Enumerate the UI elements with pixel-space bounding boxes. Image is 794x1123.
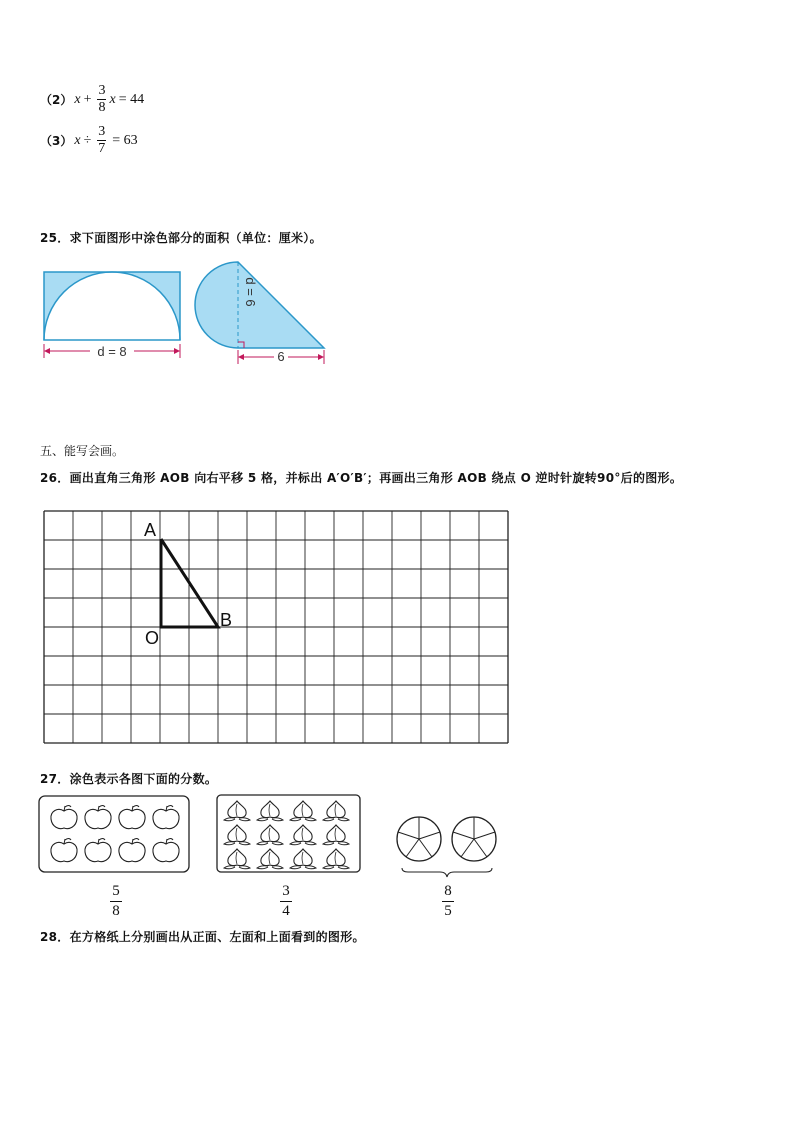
variable-x: x — [74, 91, 81, 107]
apple-icon — [153, 806, 179, 829]
question-27-text: 27．涂色表示各图下面的分数。 — [40, 772, 218, 786]
numerator: 3 — [282, 883, 290, 899]
question-26-text: 26．画出直角三角形 AOB 向右平移 5 格，并标出 A′O′B′；再画出三角形 AOB 绕点 O 逆时针旋转90°后的图形。 — [40, 471, 683, 485]
peach-icon — [224, 825, 250, 845]
grid-paper — [44, 511, 508, 743]
fraction-3-4 — [280, 884, 292, 919]
apple-icon — [51, 806, 77, 829]
brace — [402, 868, 492, 877]
peach-icon — [290, 849, 316, 869]
right-base-label: 6 — [277, 349, 285, 364]
fraction-3-7 — [97, 125, 106, 156]
question-28-text: 28．在方格纸上分别画出从正面、左面和上面看到的图形。 — [40, 930, 365, 944]
right-diameter-label: d = 6 — [243, 277, 258, 307]
equation-rhs: = 63 — [112, 132, 138, 148]
denominator: 8 — [98, 100, 106, 115]
fraction-8-5 — [442, 884, 454, 919]
apple-icon — [119, 839, 145, 862]
q25-figures — [36, 256, 336, 368]
triangle-aob — [161, 539, 218, 627]
peach-box — [217, 795, 360, 872]
apple-icon — [153, 839, 179, 862]
denominator: 8 — [112, 903, 120, 919]
question-25-text: 25．求下面图形中涂色部分的面积（单位：厘米）。 — [40, 231, 322, 245]
peach-icon — [290, 825, 316, 845]
apple-group — [51, 806, 179, 862]
peach-icon — [323, 849, 349, 869]
peach-icon — [224, 849, 250, 869]
q27-figures — [36, 792, 506, 880]
peach-icon — [224, 801, 250, 821]
numerator: 3 — [98, 124, 106, 139]
section-5-heading: 五、能写会画。 — [40, 444, 125, 458]
denominator: 5 — [444, 903, 452, 919]
apple-icon — [119, 806, 145, 829]
equation-3 — [40, 125, 138, 156]
denominator: 7 — [98, 141, 106, 156]
fraction-3-8 — [97, 84, 106, 115]
variable-x: x — [74, 132, 81, 148]
vertex-label-b: B — [220, 610, 233, 630]
vertex-label-o: O — [145, 628, 160, 648]
left-diameter-label: d = 8 — [97, 344, 127, 359]
vertex-label-a: A — [144, 520, 157, 540]
equation-rhs: = 44 — [118, 91, 145, 107]
variable-x: x — [109, 91, 116, 107]
apple-icon — [85, 806, 111, 829]
apple-icon — [51, 839, 77, 862]
plus-sign: + — [83, 91, 92, 107]
equation-2 — [40, 84, 144, 115]
q26-grid-figure — [40, 508, 512, 748]
peach-icon — [290, 801, 316, 821]
peach-icon — [257, 801, 283, 821]
fraction-5-8 — [110, 884, 122, 919]
denominator: 4 — [282, 903, 290, 919]
divide-sign: ÷ — [83, 132, 92, 148]
peach-group — [224, 801, 349, 869]
apple-icon — [85, 839, 111, 862]
numerator: 8 — [444, 883, 452, 899]
equation-label: （3） — [40, 134, 73, 148]
rect-semicircle-figure — [44, 272, 180, 359]
peach-icon — [323, 801, 349, 821]
pie-circle-2 — [452, 817, 496, 861]
peach-icon — [323, 825, 349, 845]
numerator: 3 — [98, 83, 106, 98]
peach-icon — [257, 849, 283, 869]
pie-circle-1 — [397, 817, 441, 861]
equation-label: （2） — [40, 93, 73, 107]
semicircle-triangle-figure — [195, 262, 324, 364]
numerator: 5 — [112, 883, 120, 899]
peach-icon — [257, 825, 283, 845]
